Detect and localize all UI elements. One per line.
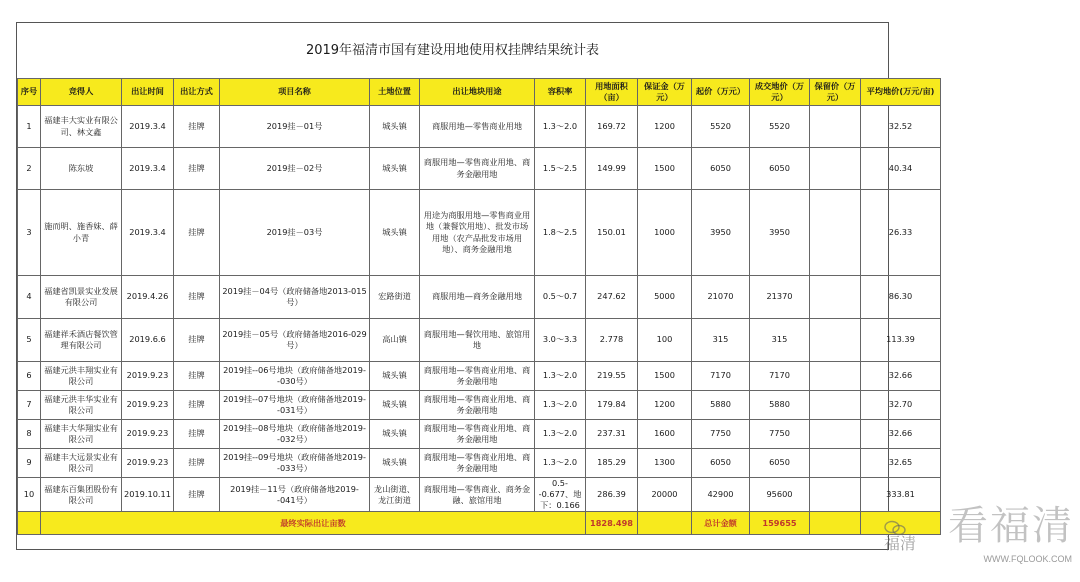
table-cell: 6050	[750, 148, 810, 190]
header-cell: 起价（万元）	[692, 79, 750, 106]
table-cell: 城头镇	[370, 190, 420, 276]
total-amount-label: 总计金额	[692, 512, 750, 535]
table-cell: 2019挂－01号	[220, 106, 370, 148]
table-cell: 1.3～2.0	[535, 420, 586, 449]
table-cell: 挂牌	[174, 478, 220, 512]
table-cell: 2	[18, 148, 41, 190]
table-cell: 1600	[638, 420, 692, 449]
table-cell: 1300	[638, 449, 692, 478]
table-cell: 城头镇	[370, 362, 420, 391]
table-cell: 挂牌	[174, 319, 220, 362]
table-row	[18, 362, 941, 391]
table-cell: 3	[18, 190, 41, 276]
table-cell: 福建东百集团股份有限公司	[41, 478, 122, 512]
table-cell: 福建省凯景实业发展有限公司	[41, 276, 122, 319]
table-cell: 城头镇	[370, 148, 420, 190]
table-cell: 247.62	[586, 276, 638, 319]
table-cell	[810, 449, 861, 478]
table-cell: 2019.3.4	[122, 190, 174, 276]
table-cell: 商服用地—零售商业用地、商务金融用地	[420, 391, 535, 420]
table-cell: 2019挂－11号（政府储备地2019--041号）	[220, 478, 370, 512]
table-cell: 挂牌	[174, 276, 220, 319]
table-cell: 7170	[750, 362, 810, 391]
table-cell: 7	[18, 391, 41, 420]
table-cell: 179.84	[586, 391, 638, 420]
table-cell: 城头镇	[370, 449, 420, 478]
table-cell: 挂牌	[174, 449, 220, 478]
table-cell: 6	[18, 362, 41, 391]
totals-spacer	[638, 512, 692, 535]
watermark	[884, 494, 1074, 564]
header-cell: 出让方式	[174, 79, 220, 106]
table-cell: 113.39	[861, 319, 941, 362]
table-row	[18, 148, 941, 190]
header-cell: 保留价（万元）	[810, 79, 861, 106]
table-cell: 城头镇	[370, 391, 420, 420]
table-cell: 5000	[638, 276, 692, 319]
table-cell: 福建元洪丰华实业有限公司	[41, 391, 122, 420]
header-cell: 序号	[18, 79, 41, 106]
table-cell: 1.3～2.0	[535, 106, 586, 148]
table-cell: 7170	[692, 362, 750, 391]
table-cell: 城头镇	[370, 106, 420, 148]
header-cell: 用地面积（亩）	[586, 79, 638, 106]
table-cell	[810, 362, 861, 391]
table-cell: 1.3～2.0	[535, 362, 586, 391]
watermark-title: 看福清	[948, 503, 1074, 549]
table-cell: 1.5～2.5	[535, 148, 586, 190]
table-cell: 商服用地—零售商业用地、商务金融用地	[420, 449, 535, 478]
table-cell: 42900	[692, 478, 750, 512]
table-cell: 2019.4.26	[122, 276, 174, 319]
table-row	[18, 420, 941, 449]
table-row	[18, 391, 941, 420]
table-cell: 挂牌	[174, 420, 220, 449]
table-cell: 2019.10.11	[122, 478, 174, 512]
table-cell: 7750	[692, 420, 750, 449]
table-cell: 32.70	[861, 391, 941, 420]
table-cell: 2019.9.23	[122, 391, 174, 420]
table-cell: 福建元洪丰翔实业有限公司	[41, 362, 122, 391]
table-cell: 商服用地—商务金融用地	[420, 276, 535, 319]
table-cell: 商服用地—零售商业用地、商务金融用地	[420, 148, 535, 190]
table-cell: 2.778	[586, 319, 638, 362]
table-cell: 龙山街道、龙江街道	[370, 478, 420, 512]
table-cell: 32.66	[861, 362, 941, 391]
table-row	[18, 106, 941, 148]
header-cell: 平均地价(万元/亩)	[861, 79, 941, 106]
table-cell: 3950	[692, 190, 750, 276]
table-cell: 2019挂--07号地块（政府储备地2019--031号）	[220, 391, 370, 420]
header-cell: 保证金（万元）	[638, 79, 692, 106]
table-cell: 1500	[638, 148, 692, 190]
table-cell: 商服用地—零售商业用地	[420, 106, 535, 148]
table-cell: 32.52	[861, 106, 941, 148]
table-cell: 5520	[692, 106, 750, 148]
table-cell: 3.0～3.3	[535, 319, 586, 362]
table-cell: 挂牌	[174, 391, 220, 420]
sheet-title: 2019年福清市国有建设用地使用权挂牌结果统计表	[17, 23, 888, 79]
table-cell: 2019挂--06号地块（政府储备地2019--030号）	[220, 362, 370, 391]
header-cell: 出让地块用途	[420, 79, 535, 106]
table-cell: 2019挂－02号	[220, 148, 370, 190]
table-cell: 95600	[750, 478, 810, 512]
table-cell: 286.39	[586, 478, 638, 512]
table-cell: 32.65	[861, 449, 941, 478]
table-cell: 40.34	[861, 148, 941, 190]
table-cell	[810, 190, 861, 276]
totals-spacer	[810, 512, 861, 535]
table-cell: 185.29	[586, 449, 638, 478]
table-cell: 315	[750, 319, 810, 362]
table-cell: 福建丰大远景实业有限公司	[41, 449, 122, 478]
table-cell: 100	[638, 319, 692, 362]
table-cell: 3950	[750, 190, 810, 276]
header-cell: 土地位置	[370, 79, 420, 106]
table-row	[18, 449, 941, 478]
table-cell: 1.3～2.0	[535, 449, 586, 478]
table-cell: 挂牌	[174, 362, 220, 391]
table-cell	[810, 148, 861, 190]
table-cell: 0.5--0.677、地下：0.166	[535, 478, 586, 512]
table-cell: 2019挂--08号地块（政府储备地2019--032号）	[220, 420, 370, 449]
table-cell: 32.66	[861, 420, 941, 449]
table-cell: 6050	[692, 148, 750, 190]
table-cell: 2019.9.23	[122, 362, 174, 391]
table-cell: 333.81	[861, 478, 941, 512]
table-cell: 8	[18, 420, 41, 449]
table-cell: 1200	[638, 391, 692, 420]
table-cell: 用途为商服用地—零售商业用地（兼餐饮用地）、批发市场用地（农产品批发市场用地）、商务金融用地	[420, 190, 535, 276]
table-cell: 陈东坡	[41, 148, 122, 190]
table-cell: 86.30	[861, 276, 941, 319]
table-row	[18, 319, 941, 362]
table-cell	[810, 391, 861, 420]
table-row	[18, 276, 941, 319]
table-cell: 2019挂－05号（政府储备地2016-029号）	[220, 319, 370, 362]
table-cell: 149.99	[586, 148, 638, 190]
header-cell: 容积率	[535, 79, 586, 106]
table-row	[18, 190, 941, 276]
table-cell	[810, 420, 861, 449]
table-cell: 20000	[638, 478, 692, 512]
table-cell: 2019.9.23	[122, 420, 174, 449]
table-cell: 挂牌	[174, 190, 220, 276]
table-cell: 福建丰大实业有限公司、林文鑫	[41, 106, 122, 148]
table-cell: 315	[692, 319, 750, 362]
table-cell: 福建丰大华翔实业有限公司	[41, 420, 122, 449]
table-cell: 2019.3.4	[122, 106, 174, 148]
results-table	[17, 78, 941, 535]
table-cell: 挂牌	[174, 148, 220, 190]
table-cell: 21370	[750, 276, 810, 319]
table-row	[18, 478, 941, 512]
header-cell: 项目名称	[220, 79, 370, 106]
total-amount-value: 159655	[750, 512, 810, 535]
header-row	[18, 79, 941, 106]
statistics-sheet	[16, 22, 935, 550]
watermark-site: WWW.FQLOOK.COM	[983, 554, 1072, 564]
table-cell: 9	[18, 449, 41, 478]
table-cell: 1500	[638, 362, 692, 391]
table-cell: 5880	[750, 391, 810, 420]
table-cell: 26.33	[861, 190, 941, 276]
table-cell: 21070	[692, 276, 750, 319]
table-cell: 5520	[750, 106, 810, 148]
watermark-brand: 福清	[884, 534, 917, 553]
table-cell: 挂牌	[174, 106, 220, 148]
total-area-label: 最终实际出让亩数	[41, 512, 586, 535]
table-cell: 169.72	[586, 106, 638, 148]
totals-row	[18, 512, 941, 535]
table-cell: 2019挂－04号（政府储备地2013-015号）	[220, 276, 370, 319]
table-cell: 1.8～2.5	[535, 190, 586, 276]
table-cell: 219.55	[586, 362, 638, 391]
table-cell	[810, 276, 861, 319]
table-cell: 城头镇	[370, 420, 420, 449]
table-cell: 7750	[750, 420, 810, 449]
table-cell: 4	[18, 276, 41, 319]
table-cell: 商服用地—零售商业用地、商务金融用地	[420, 420, 535, 449]
table-cell: 福建祥禾酒店餐饮管理有限公司	[41, 319, 122, 362]
table-cell: 1000	[638, 190, 692, 276]
header-cell: 出让时间	[122, 79, 174, 106]
header-cell: 竞得人	[41, 79, 122, 106]
table-cell: 5	[18, 319, 41, 362]
table-cell: 1.3～2.0	[535, 391, 586, 420]
table-cell: 1200	[638, 106, 692, 148]
table-cell: 2019挂--09号地块（政府储备地2019--033号）	[220, 449, 370, 478]
totals-spacer	[18, 512, 41, 535]
table-cell: 2019.3.4	[122, 148, 174, 190]
table-cell: 宏路街道	[370, 276, 420, 319]
table-cell: 商服用地—餐饮用地、旅馆用地	[420, 319, 535, 362]
table-cell	[810, 478, 861, 512]
table-cell: 237.31	[586, 420, 638, 449]
table-cell: 商服用地—零售商业用地、商务金融用地	[420, 362, 535, 391]
table-cell	[810, 106, 861, 148]
table-cell: 施而明、施香妹、薛小青	[41, 190, 122, 276]
header-cell: 成交地价（万元）	[750, 79, 810, 106]
table-cell: 1	[18, 106, 41, 148]
table-cell: 2019.9.23	[122, 449, 174, 478]
table-cell: 5880	[692, 391, 750, 420]
total-area-value: 1828.498	[586, 512, 638, 535]
table-cell: 6050	[692, 449, 750, 478]
table-cell: 6050	[750, 449, 810, 478]
table-cell	[810, 319, 861, 362]
table-cell: 商服用地—零售商业、商务金融、旅馆用地	[420, 478, 535, 512]
table-cell: 0.5～0.7	[535, 276, 586, 319]
table-cell: 2019挂－03号	[220, 190, 370, 276]
table-cell: 150.01	[586, 190, 638, 276]
table-cell: 高山镇	[370, 319, 420, 362]
table-cell: 10	[18, 478, 41, 512]
table-cell: 2019.6.6	[122, 319, 174, 362]
